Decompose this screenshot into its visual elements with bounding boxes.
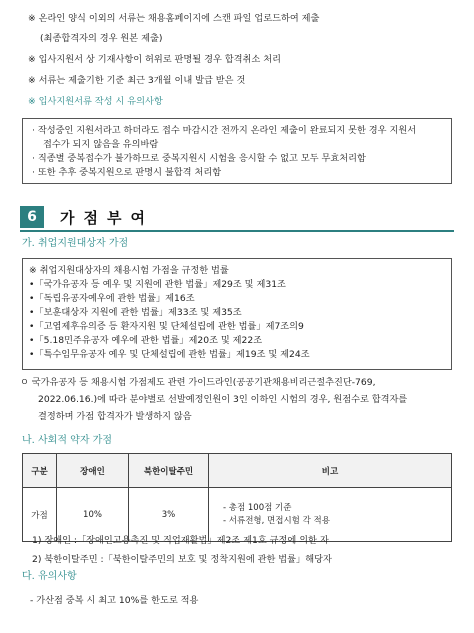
- header-defector: 북한이탈주민: [129, 454, 209, 488]
- law-box: [22, 258, 452, 370]
- row-label: 가점: [23, 488, 57, 542]
- law-item: •「보훈대상자 지원에 관한 법률」제33조 및 제35조: [29, 307, 242, 318]
- law-item: •「국가유공자 등 예우 및 지원에 관한 법률」제29조 및 제31조: [29, 279, 286, 290]
- law-box-title: ※ 취업지원대상자의 채용시험 가점을 규정한 법률: [29, 265, 229, 276]
- bonus-table: [22, 453, 452, 542]
- defector-bonus: 3%: [129, 488, 209, 542]
- table-row: [23, 488, 452, 542]
- footnote-disabled: 1) 장애인 :「장애인고용촉진 및 직업재활법」제2조 제1호 규정에 의한 자: [32, 535, 329, 546]
- caution-box: [22, 118, 452, 184]
- caution-item: 접수가 되지 않음을 유의바람: [43, 139, 159, 150]
- header-disabled: 장애인: [57, 454, 129, 488]
- note-original-submit: (최종합격자의 경우 원본 제출): [40, 33, 163, 44]
- remarks-cell: [209, 488, 452, 542]
- header-category: 구분: [23, 454, 57, 488]
- law-item: •「5.18민주유공자 예우에 관한 법률」제20조 및 제22조: [29, 335, 263, 346]
- table-header-row: [23, 454, 452, 488]
- caution-item: · 또한 추후 중복지원으로 판명시 불합격 처리함: [32, 167, 222, 178]
- guideline-paragraph: 2022.06.16.)에 따라 분야별로 선발예정인원이 3인 이하인 시험의 경우, 원점수로 합격자를: [38, 394, 408, 405]
- remark-line: - 총점 100점 기준: [223, 502, 292, 513]
- caution-item: · 작성중인 지원서라고 하더라도 접수 마감시간 전까지 온라인 제출이 완료되지 못한 경우 지원서: [32, 125, 417, 136]
- law-item: •「고엽제후유의증 등 환자지원 및 단체설립에 관한 법률」제7조의9: [29, 321, 304, 332]
- section-rule: [20, 230, 454, 232]
- disabled-bonus: 10%: [57, 488, 129, 542]
- section-number: 6: [20, 206, 44, 228]
- guideline-paragraph: 결정하며 가점 합격자가 발생하지 않음: [38, 411, 192, 422]
- law-item: •「독립유공자예우에 관한 법률」제16조: [29, 293, 195, 304]
- sub-b-heading: 나. 사회적 약자 가점: [22, 435, 112, 446]
- section-title: 가점부여: [60, 209, 154, 227]
- caution-item: · 직종별 중복접수가 불가하므로 중복지원시 시험을 응시할 수 없고 모두 무효처리함: [32, 153, 366, 164]
- footnote-defector: 2) 북한이탈주민 :「북한이탈주민의 보호 및 정착지원에 관한 법률」해당자: [32, 554, 332, 565]
- note-false-entry: ※ 입사지원서 상 기재사항이 허위로 판명될 경우 합격취소 처리: [28, 54, 281, 65]
- law-item: •「특수임무유공자 예우 및 단체설립에 관한 법률」제19조 및 제24조: [29, 349, 310, 360]
- header-remarks: 비고: [209, 454, 452, 488]
- note-online-upload: ※ 온라인 양식 이외의 서류는 채용홈페이지에 스캔 파일 업로드하여 제출: [28, 13, 320, 24]
- caution-heading: ※ 입사지원서류 작성 시 유의사항: [28, 96, 163, 107]
- guideline-paragraph: ㅇ 국가유공자 등 채용시험 가점제도 관련 가이드라인(공공기관채용비리근절추진단-769,: [20, 377, 376, 388]
- sub-a-heading: 가. 취업지원대상자 가점: [22, 238, 129, 249]
- sub-c-heading: 다. 유의사항: [22, 571, 77, 582]
- caution-note: - 가산점 중복 시 최고 10%를 한도로 적용: [30, 595, 199, 606]
- note-issue-date: ※ 서류는 제출기한 기준 최근 3개월 이내 발급 받은 것: [28, 75, 246, 86]
- remark-line: - 서류전형, 면접시험 각 적용: [223, 515, 330, 526]
